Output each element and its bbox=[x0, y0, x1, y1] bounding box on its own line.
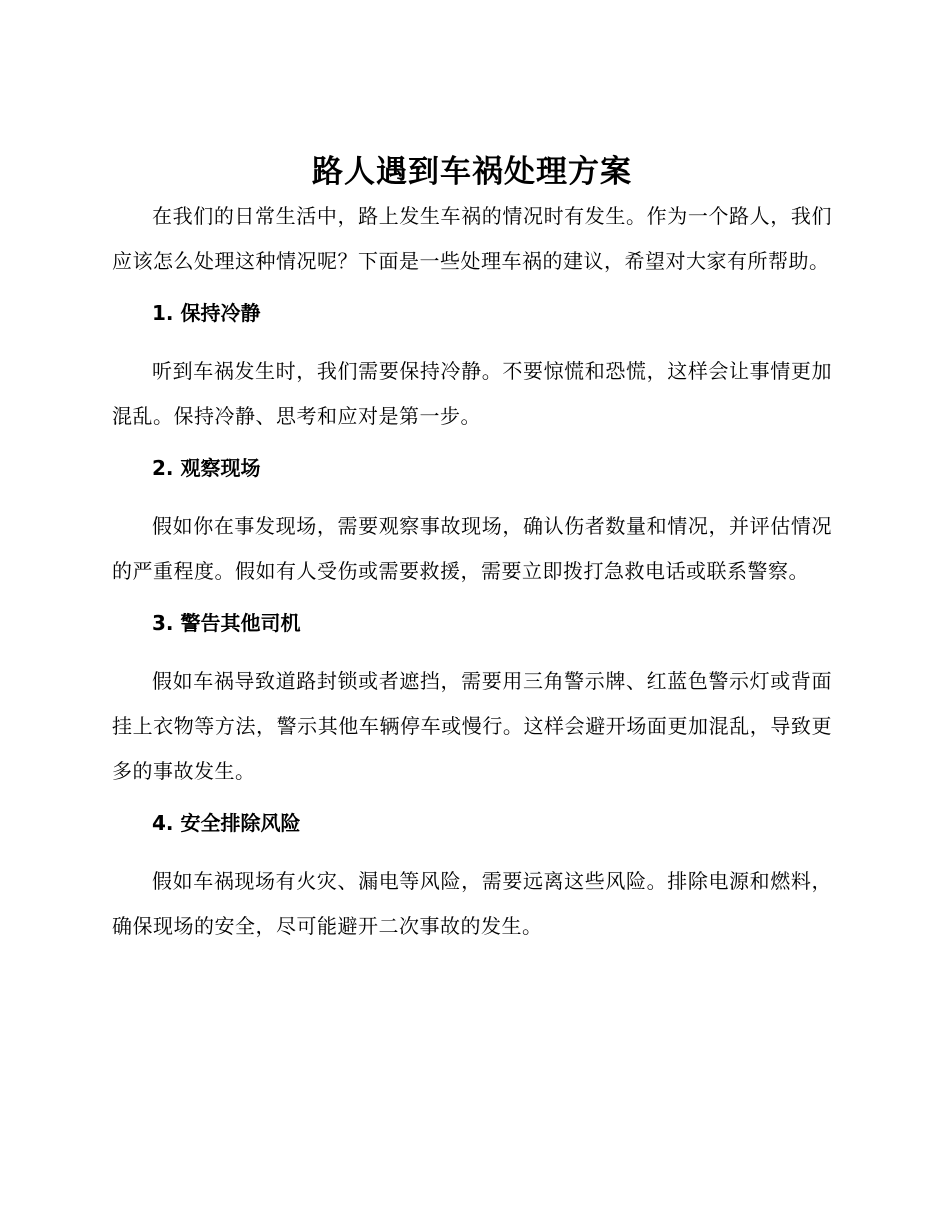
document-title: 路人遇到车祸处理方案 bbox=[312, 154, 632, 190]
section-body-4: 假如车祸现场有火灾、漏电等风险，需要远离这些风险。排除电源和燃料，确保现场的安全，尽可能避开二次事故的发生。 bbox=[112, 869, 832, 938]
section-body-1: 听到车祸发生时，我们需要保持冷静。不要惊慌和恐慌，这样会让事情更加混乱。保持冷静、思考和应对是第一步。 bbox=[112, 359, 832, 428]
section-heading-2: 2. 观察现场 bbox=[152, 456, 261, 480]
section-heading-1: 1. 保持冷静 bbox=[152, 301, 261, 325]
section-heading-3: 3. 警告其他司机 bbox=[152, 611, 301, 635]
intro-paragraph: 在我们的日常生活中，路上发生车祸的情况时有发生。作为一个路人，我们应该怎么处理这种情况呢？下面是一些处理车祸的建议，希望对大家有所帮助。 bbox=[112, 204, 832, 273]
section-body-2: 假如你在事发现场，需要观察事故现场，确认伤者数量和情况，并评估情况的严重程度。假如有人受伤或需要救援，需要立即拨打急救电话或联系警察。 bbox=[112, 514, 832, 583]
document-page bbox=[112, 150, 832, 949]
section-body-3: 假如车祸导致道路封锁或者遮挡，需要用三角警示牌、红蓝色警示灯或背面挂上衣物等方法，警示其他车辆停车或慢行。这样会避开场面更加混乱，导致更多的事故发生。 bbox=[112, 669, 832, 783]
section-heading-4: 4. 安全排除风险 bbox=[152, 811, 301, 835]
